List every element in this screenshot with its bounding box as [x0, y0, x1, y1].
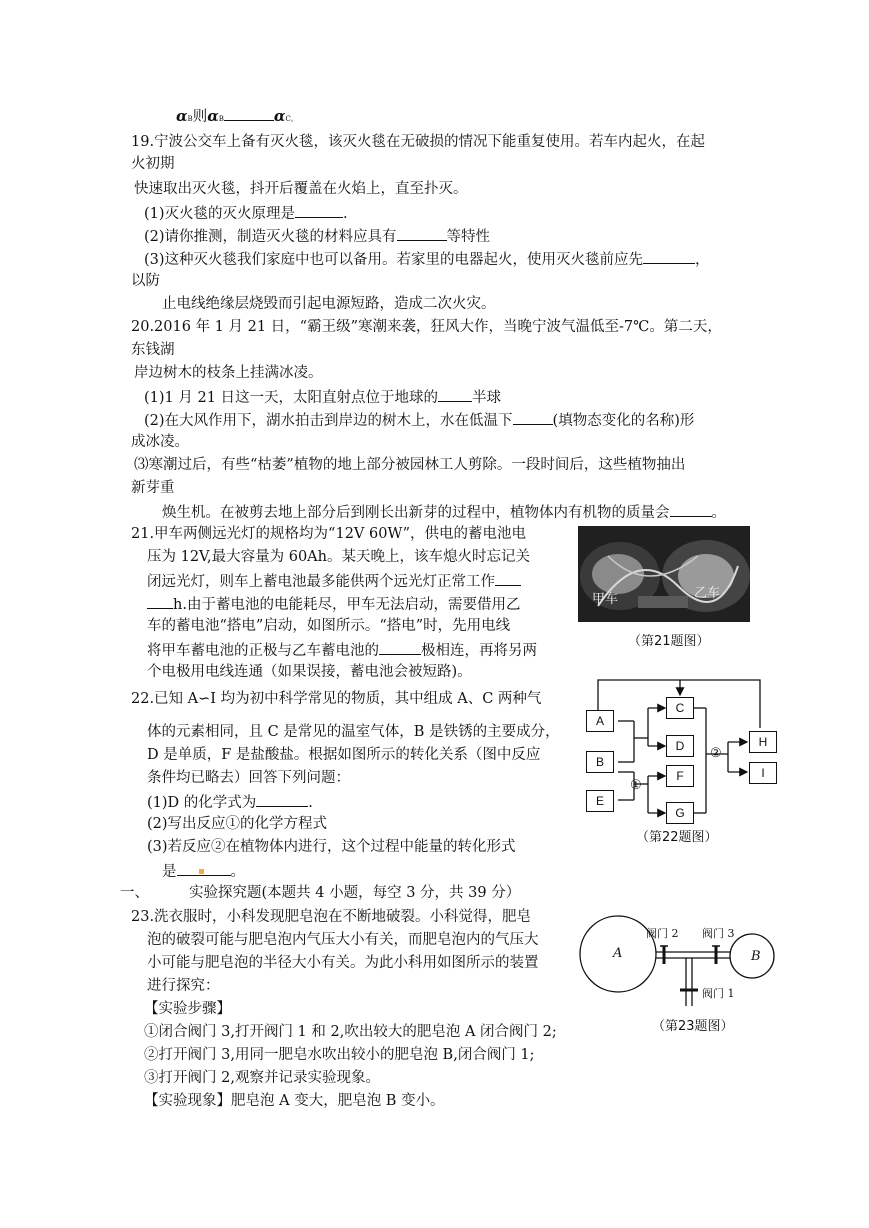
q20-line-4: (1)1 月 21 日这一天，太阳直射点位于地球的 半球 — [144, 387, 501, 407]
alpha-symbol: α — [176, 107, 188, 125]
answer-blank[interactable] — [438, 387, 472, 402]
q20-line-7: ⑶寒潮过后，有些“枯萎”植物的地上部分被园林工人剪除。一段时间后，这些植物抽出 — [134, 457, 686, 473]
q21-line-5: 车的蓄电池“搭电”启动，如图所示。“搭电”时，先用电线 — [147, 618, 511, 634]
q21-line-1: 21.甲车两侧远光灯的规格均为“12V 60W”，供电的蓄电池电 — [131, 526, 527, 542]
answer-blank[interactable] — [256, 792, 308, 807]
highlight-mark — [199, 869, 204, 874]
q22-line-4: 条件均已略去）回答下列问题： — [147, 770, 350, 786]
q20-line-2: 东钱湖 — [131, 342, 175, 358]
alpha-symbol: α — [273, 107, 286, 125]
q23-line-2: 泡的破裂可能与肥皂泡内气压大小有关，而肥皂泡内的气压大 — [147, 932, 539, 948]
answer-blank[interactable] — [643, 249, 695, 264]
q20-line-6: 成冰凌。 — [131, 434, 189, 450]
q21-line-2: 压为 12V,最大容量为 60Ah。某天晚上，该车熄火时忘记关 — [147, 549, 530, 565]
answer-blank[interactable] — [295, 203, 343, 218]
alpha-symbol: α — [207, 107, 219, 125]
q22-line-6: (2)写出反应①的化学方程式 — [147, 816, 328, 832]
q21-line-6: 将甲车蓄电池的正极与乙车蓄电池的 极相连，再将另两 — [147, 640, 537, 660]
q21-line-3: 闭远光灯，则车上蓄电池最多能供两个远光灯正常工作 — [147, 571, 521, 591]
q21-line-4: h.由于蓄电池的电能耗尽，甲车无法启动，需要借用乙 — [147, 594, 520, 614]
q23-line-4: 进行探究： — [147, 978, 220, 994]
q20-line-8: 新芽重 — [131, 480, 175, 496]
node-e: E — [586, 790, 614, 812]
node-f: F — [666, 765, 694, 787]
q20-line-1: 20.2016 年 1 月 21 日，“霸王级”寒潮来袭，狂风大作，当晚宁波气温低至-7℃。第二天， — [131, 319, 722, 335]
q21-figure-caption: （第21题图） — [628, 634, 710, 649]
q19-line-5: (2)请你推测，制造灭火毯的材料应具有 等特性 — [144, 226, 490, 246]
photo-label-right: 乙车 — [694, 586, 721, 601]
q22-line-8: 是 。 — [162, 861, 245, 881]
q23-line-5: 【实验步骤】 — [144, 1001, 231, 1017]
q19-line-4: (1)灭火毯的灭火原理是 . — [144, 203, 348, 223]
q23-line-7: ②打开阀门 3,用同一肥皂水吹出较小的肥皂泡 B,闭合阀门 1; — [144, 1047, 535, 1063]
q19-line-6: (3)这种灭火毯我们家庭中也可以备用。若家里的电器起火，使用灭火毯前应先 ， — [144, 249, 710, 269]
q23-line-3: 小可能与肥皂泡的半径大小有关。为此小科用如图所示的装置 — [147, 955, 539, 971]
valve-1-label: 阀门 1 — [702, 987, 735, 1000]
answer-blank[interactable] — [224, 106, 274, 121]
q19-line-2: 火初期 — [131, 156, 175, 172]
q23-line-6: ①闭合阀门 3,打开阀门 1 和 2,吹出较大的肥皂泡 A 闭合阀门 2; — [144, 1024, 557, 1040]
node-g: G — [666, 802, 694, 824]
q19-line-1: 19.宁波公交车上备有灭火毯，该灭火毯在无破损的情况下能重复使用。若车内起火，在起 — [131, 134, 706, 150]
q19-line-3: 快速取出灭火毯，抖开后覆盖在火焰上，直至扑灭。 — [134, 181, 468, 197]
q22-figure-caption: （第22题图） — [636, 830, 718, 845]
answer-blank[interactable] — [177, 861, 231, 876]
node-a: A — [586, 710, 614, 732]
valve-3-label: 阀门 3 — [702, 927, 735, 940]
q23-line-9: 【实验现象】肥皂泡 A 变大，肥皂泡 B 变小。 — [144, 1093, 445, 1109]
node-d: D — [666, 735, 694, 757]
header-fragment: αB则αB αC。 — [176, 107, 298, 125]
answer-blank[interactable] — [147, 594, 173, 609]
q19-line-8: 止电线绝缘层烧毁而引起电源短路，造成二次火灾。 — [162, 296, 496, 312]
bubble-b-label: B — [751, 949, 761, 964]
q19-line-7: 以防 — [131, 273, 160, 289]
q22-line-3: D 是单质，F 是盐酸盐。根据如图所示的转化关系（图中反应 — [147, 747, 541, 763]
q20-line-5: (2)在大风作用下，湖水拍击到岸边的树木上，水在低温下 (填物态变化的名称)形 — [144, 410, 694, 430]
answer-blank[interactable] — [670, 502, 712, 517]
node-h: H — [749, 731, 777, 753]
jump-start-photo — [578, 526, 750, 622]
reaction-1-label: ① — [630, 778, 642, 793]
q20-line-3: 岸边树木的枝条上挂满冰凌。 — [134, 365, 323, 381]
reaction-2-label: ② — [710, 746, 722, 761]
node-i: I — [749, 762, 777, 784]
photo-label-left: 甲车 — [592, 592, 619, 607]
q20-line-9: 焕生机。在被剪去地上部分后到刚长出新芽的过程中，植物体内有机物的质量会 。 — [162, 502, 726, 522]
section-header — [120, 884, 520, 902]
q22-line-7: (3)若反应②在植物体内进行，这个过程中能量的转化形式 — [147, 839, 516, 855]
node-c: C — [666, 697, 694, 719]
q23-line-8: ③打开阀门 2,观察并记录实验现象。 — [144, 1070, 380, 1086]
q23-line-1: 23.洗衣服时，小科发现肥皂泡在不断地破裂。小科觉得，肥皂 — [131, 909, 532, 925]
answer-blank[interactable] — [397, 226, 447, 241]
node-b: B — [586, 751, 614, 773]
q21-line-7: 个电极用电线连通（如果误接，蓄电池会被短路)。 — [147, 664, 472, 680]
answer-blank[interactable] — [495, 571, 521, 586]
answer-blank[interactable] — [379, 640, 421, 655]
q22-line-5: (1)D 的化学式为 . — [147, 792, 313, 812]
q22-line-1: 22.已知 A∽I 均为初中科学常见的物质，其中组成 A、C 两种气 — [131, 691, 542, 707]
section-number: 一、 — [120, 885, 149, 901]
photo-scene — [578, 526, 750, 622]
valve-2-label: 阀门 2 — [646, 927, 679, 940]
section-title: 实验探究题(本题共 4 小题，每空 3 分，共 39 分） — [189, 885, 521, 901]
bubble-a-label: A — [613, 946, 623, 961]
q23-figure-caption: （第23题图） — [652, 1019, 734, 1034]
q22-line-2: 体的元素相同，且 C 是常见的温室气体，B 是铁锈的主要成分， — [147, 724, 560, 740]
answer-blank[interactable] — [513, 410, 553, 425]
